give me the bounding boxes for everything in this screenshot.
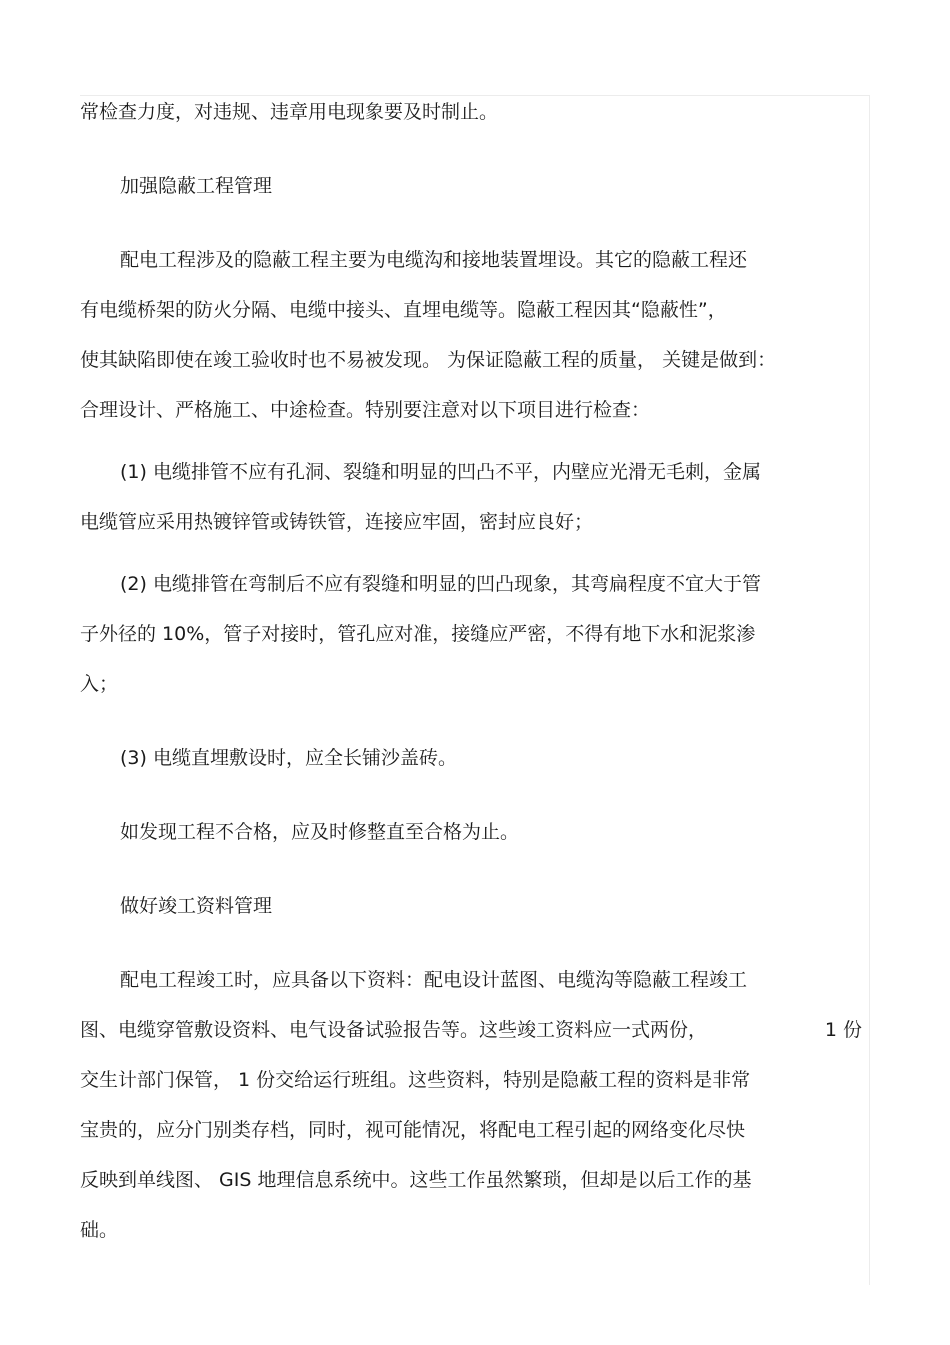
section-heading: 做好竣工资料管理 bbox=[120, 895, 273, 917]
text-line: 配电工程竣工时，应具备以下资料：配电设计蓝图、电缆沟等隐蔽工程竣工 bbox=[120, 969, 748, 991]
text-line: 电缆管应采用热镀锌管或铸铁管，连接应牢固，密封应良好； bbox=[80, 511, 594, 533]
document-body bbox=[80, 100, 860, 1242]
text-segment: 图、电缆穿管敷设资料、电气设备试验报告等。这些竣工资料应一式两份， bbox=[80, 1019, 708, 1041]
text-line: 常检查力度，对违规、违章用电现象要及时制止。 bbox=[80, 101, 499, 123]
text-line: 础。 bbox=[80, 1219, 119, 1241]
text-line: 有电缆桥架的防火分隔、电缆中接头、直埋电缆等。隐蔽工程因其“隐蔽性”， bbox=[80, 299, 727, 321]
text-line: 反映到单线图、 GIS 地理信息系统中。这些工作虽然繁琐，但却是以后工作的基 bbox=[80, 1169, 752, 1191]
text-line: 入； bbox=[80, 673, 119, 695]
text-line: 配电工程涉及的隐蔽工程主要为电缆沟和接地装置埋设。其它的隐蔽工程还 bbox=[120, 249, 748, 271]
text-line: 子外径的 10%，管子对接时，管孔应对准，接缝应严密，不得有地下水和泥浆渗 bbox=[80, 623, 756, 645]
section-heading: 加强隐蔽工程管理 bbox=[120, 175, 273, 197]
list-item: (3) 电缆直埋敷设时，应全长铺沙盖砖。 bbox=[120, 747, 457, 769]
text-line: 使其缺陷即使在竣工验收时也不易被发现。 为保证隐蔽工程的质量， 关键是做到： bbox=[80, 349, 777, 371]
list-item: (2) 电缆排管在弯制后不应有裂缝和明显的凹凸现象，其弯扁程度不宜大于管 bbox=[120, 573, 761, 595]
list-item: (1) 电缆排管不应有孔洞、裂缝和明显的凹凸不平，内壁应光滑无毛刺，金属 bbox=[120, 461, 761, 483]
page-edge-top bbox=[80, 95, 870, 96]
page-edge-right bbox=[869, 95, 870, 1285]
text-line: 合理设计、严格施工、中途检查。特别要注意对以下项目进行检查： bbox=[80, 399, 651, 421]
text-line bbox=[80, 1018, 860, 1042]
text-line: 交生计部门保管， 1 份交给运行班组。这些资料，特别是隐蔽工程的资料是非常 bbox=[80, 1069, 751, 1091]
text-segment: 1 份 bbox=[824, 1019, 862, 1041]
text-line: 如发现工程不合格，应及时修整直至合格为止。 bbox=[120, 821, 520, 843]
text-line: 宝贵的，应分门别类存档，同时，视可能情况，将配电工程引起的网络变化尽快 bbox=[80, 1119, 746, 1141]
